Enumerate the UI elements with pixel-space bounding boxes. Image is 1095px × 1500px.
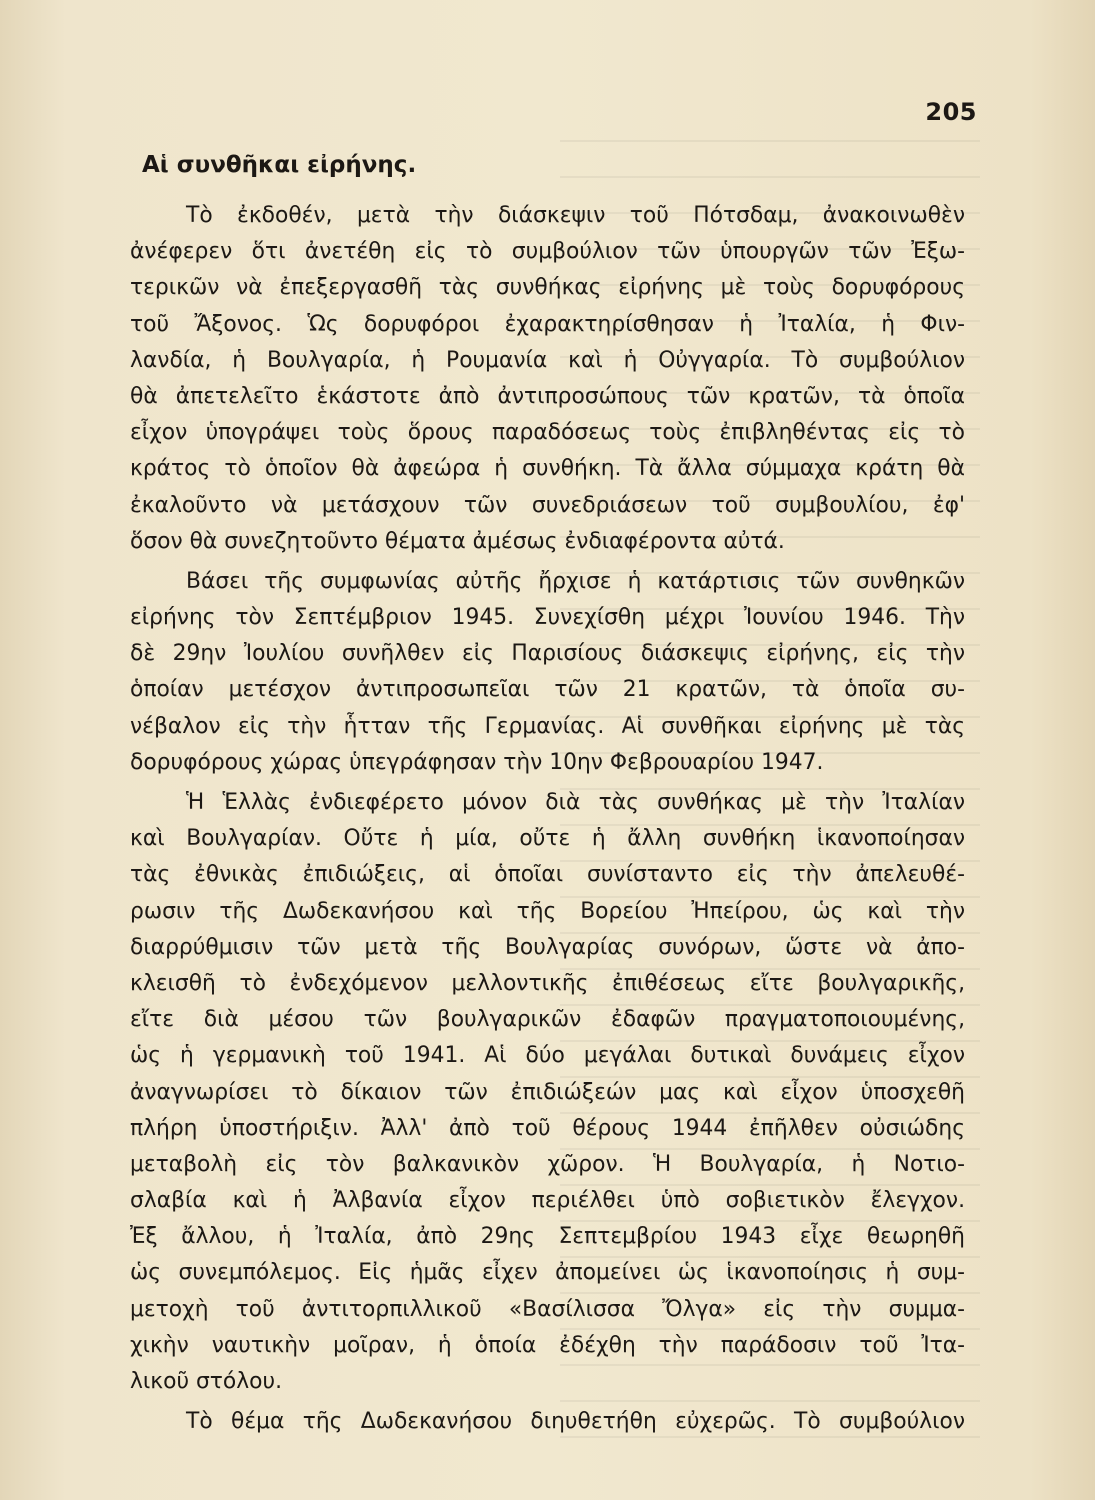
text-line: λανδία, ἡ Βουλγαρία, ἡ Ρουμανία καὶ ἡ Οὐγγαρία. Τὸ συμβούλιον	[130, 347, 965, 373]
text-line: τοῦ Ἄξονος. Ὡς δορυφόροι ἐχαρακτηρίσθησαν ἡ Ἰταλία, ἡ Φιν-	[130, 311, 965, 337]
text-line: Τὸ ἐκδοθέν, μετὰ τὴν διάσκεψιν τοῦ Πότσδαμ, ἀνακοινωθὲν	[186, 203, 965, 228]
text-line: τερικῶν νὰ ἐπεξεργασθῆ τὰς συνθήκας εἰρήνης μὲ τοὺς δορυφόρους	[130, 275, 965, 301]
text-line: δορυφόρους χώρας ὑπεγράφησαν τὴν 10ην Φεβρουαρίου 1947.	[130, 749, 824, 775]
text-line: ἐκαλοῦντο νὰ μετάσχουν τῶν συνεδριάσεων τοῦ συμβουλίου, ἐφ'	[130, 492, 965, 518]
text-line: εἰρήνης τὸν Σεπτέμβριον 1945. Συνεχίσθη μέχρι Ἰουνίου 1946. Τὴν	[130, 605, 965, 631]
text-line: κράτος τὸ ὁποῖον θὰ ἀφεώρα ἡ συνθήκη. Τὰ ἄλλα σύμμαχα κράτη θὰ	[130, 456, 965, 482]
text-line: Βάσει τῆς συμφωνίας αὐτῆς ἤρχισε ἡ κατάρτισις τῶν συνθηκῶν	[186, 568, 965, 594]
text-line: θὰ ἀπετελεῖτο ἑκάστοτε ἀπὸ ἀντιπροσώπους τῶν κρατῶν, τὰ ὁποῖα	[130, 383, 965, 409]
text-line: ὡς συνεμπόλεμος. Εἰς ἡμᾶς εἶχεν ἀπομείνει ὡς ἱκανοποίησις ἡ συμ-	[130, 1260, 965, 1286]
text-line: σλαβία καὶ ἡ Ἀλβανία εἶχον περιέλθει ὑπὸ σοβιετικὸν ἔλεγχον.	[130, 1188, 965, 1214]
text-line: διαρρύθμισιν τῶν μετὰ τῆς Βουλγαρίας συνόρων, ὥστε νὰ ἀπο-	[130, 934, 965, 960]
text-line: τὰς ἐθνικὰς ἐπιδιώξεις, αἱ ὁποῖαι συνίσταντο εἰς τὴν ἀπελευθέ-	[130, 862, 965, 888]
text-line: καὶ Βουλγαρίαν. Οὔτε ἡ μία, οὔτε ἡ ἄλλη συνθήκη ἱκανοποίησαν	[130, 826, 965, 852]
text-line: ἀνέφερεν ὅτι ἀνετέθη εἰς τὸ συμβούλιον τῶν ὑπουργῶν τῶν Ἐξω-	[130, 239, 965, 265]
body-text	[130, 198, 965, 1440]
text-line: δὲ 29ην Ἰουλίου συνῆλθεν εἰς Παρισίους διάσκεψις εἰρήνης, εἰς τὴν	[130, 641, 965, 667]
text-line: Τὸ θέμα τῆς Δωδεκανήσου διηυθετήθη εὐχερῶς. Τὸ συμβούλιον	[186, 1409, 965, 1435]
text-line: εἴτε διὰ μέσου τῶν βουλγαρικῶν ἐδαφῶν πραγματοποιουμένης,	[130, 1007, 965, 1033]
page-number: 205	[925, 98, 977, 126]
text-line: μεταβολὴ εἰς τὸν βαλκανικὸν χῶρον. Ἡ Βουλγαρία, ἡ Νοτιο-	[130, 1151, 965, 1177]
text-line: νέβαλον εἰς τὴν ἧτταν τῆς Γερμανίας. Αἱ συνθῆκαι εἰρήνης μὲ τὰς	[130, 713, 965, 739]
text-line: Ἡ Ἑλλὰς ἐνδιεφέρετο μόνον διὰ τὰς συνθήκας μὲ τὴν Ἰταλίαν	[186, 790, 965, 815]
text-line: ἀναγνωρίσει τὸ δίκαιον τῶν ἐπιδιώξεών μας καὶ εἶχον ὑποσχεθῆ	[130, 1079, 965, 1105]
text-line: λικοῦ στόλου.	[130, 1369, 283, 1394]
text-line: Ἐξ ἄλλου, ἡ Ἰταλία, ἀπὸ 29ης Σεπτεμβρίου 1943 εἶχε θεωρηθῆ	[130, 1224, 965, 1250]
text-line: ὡς ἡ γερμανικὴ τοῦ 1941. Αἱ δύο μεγάλαι δυτικαὶ δυνάμεις εἶχον	[130, 1043, 965, 1069]
text-line: ὅσον θὰ συνεζητοῦντο θέματα ἀμέσως ἐνδιαφέροντα αὐτά.	[130, 528, 785, 554]
text-line: εἶχον ὑπογράψει τοὺς ὅρους παραδόσεως τοὺς ἐπιβληθέντας εἰς τὸ	[130, 420, 965, 446]
text-line: ὁποίαν μετέσχον ἀντιπροσωπεῖαι τῶν 21 κρατῶν, τὰ ὁποῖα συ-	[130, 677, 965, 703]
text-line: χικὴν ναυτικὴν μοῖραν, ἡ ὁποία ἐδέχθη τὴν παράδοσιν τοῦ Ἰτα-	[130, 1332, 965, 1358]
text-line: μετοχὴ τοῦ ἀντιτορπιλλικοῦ «Βασίλισσα Ὄλγα» εἰς τὴν συμμα-	[130, 1296, 965, 1322]
text-line: ρωσιν τῆς Δωδεκανήσου καὶ τῆς Βορείου Ἠπείρου, ὡς καὶ τὴν	[130, 898, 965, 924]
text-line: πλήρη ὑποστήριξιν. Ἀλλ' ἀπὸ τοῦ θέρους 1944 ἐπῆλθεν οὐσιώδης	[130, 1115, 965, 1141]
text-line: κλεισθῆ τὸ ἐνδεχόμενον μελλοντικῆς ἐπιθέσεως εἴτε βουλγαρικῆς,	[130, 970, 965, 996]
section-heading: Αἱ συνθῆκαι εἰρήνης.	[142, 152, 417, 178]
